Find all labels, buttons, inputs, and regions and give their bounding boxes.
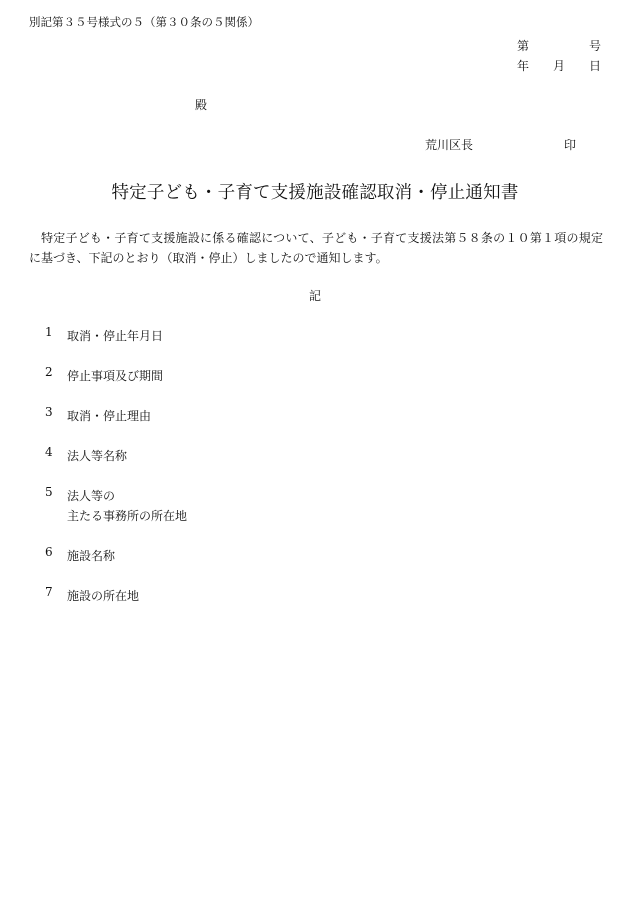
item-label: 施設の所在地 — [67, 589, 140, 603]
item-number: 5 — [45, 485, 53, 499]
item-number: 4 — [45, 445, 53, 459]
issuer-name: 荒川区長 — [425, 138, 474, 152]
list-item — [45, 586, 139, 606]
ki-heading: 記 — [308, 289, 321, 303]
body-paragraph: 特定子ども・子育て支援施設に係る確認について、子ども・子育て支援法第５８条の１０第１項の規定に基づき、下記のとおり（取消・停止）しましたので通知します。 — [29, 231, 603, 265]
document-number-prefix: 第 — [517, 39, 530, 53]
list-item — [45, 486, 187, 526]
item-label: 施設名称 — [67, 549, 116, 563]
item-number: 7 — [45, 585, 53, 599]
item-label: 停止事項及び期間 — [67, 369, 164, 383]
date-day-label: 日 — [589, 59, 602, 73]
addressee-honorific: 殿 — [195, 98, 208, 112]
item-label: 取消・停止年月日 — [67, 329, 164, 343]
item-label: 法人等の 主たる事務所の所在地 — [67, 489, 188, 523]
list-item — [45, 546, 115, 566]
date-year-label: 年 — [517, 59, 530, 73]
list-item — [45, 366, 163, 386]
list-item — [45, 406, 151, 426]
item-number: 3 — [45, 405, 53, 419]
form-number-label: 別記第３５号様式の５（第３０条の５関係） — [29, 15, 259, 29]
document-title: 特定子ども・子育て支援施設確認取消・停止通知書 — [111, 183, 519, 203]
date-month-label: 月 — [553, 59, 566, 73]
seal-mark: 印 — [564, 138, 577, 152]
list-item — [45, 326, 163, 346]
item-number: 1 — [45, 325, 53, 339]
item-label: 法人等名称 — [67, 449, 128, 463]
document-number-suffix: 号 — [589, 39, 602, 53]
item-label: 取消・停止理由 — [67, 409, 152, 423]
list-item — [45, 446, 127, 466]
item-number: 6 — [45, 545, 53, 559]
item-number: 2 — [45, 365, 53, 379]
